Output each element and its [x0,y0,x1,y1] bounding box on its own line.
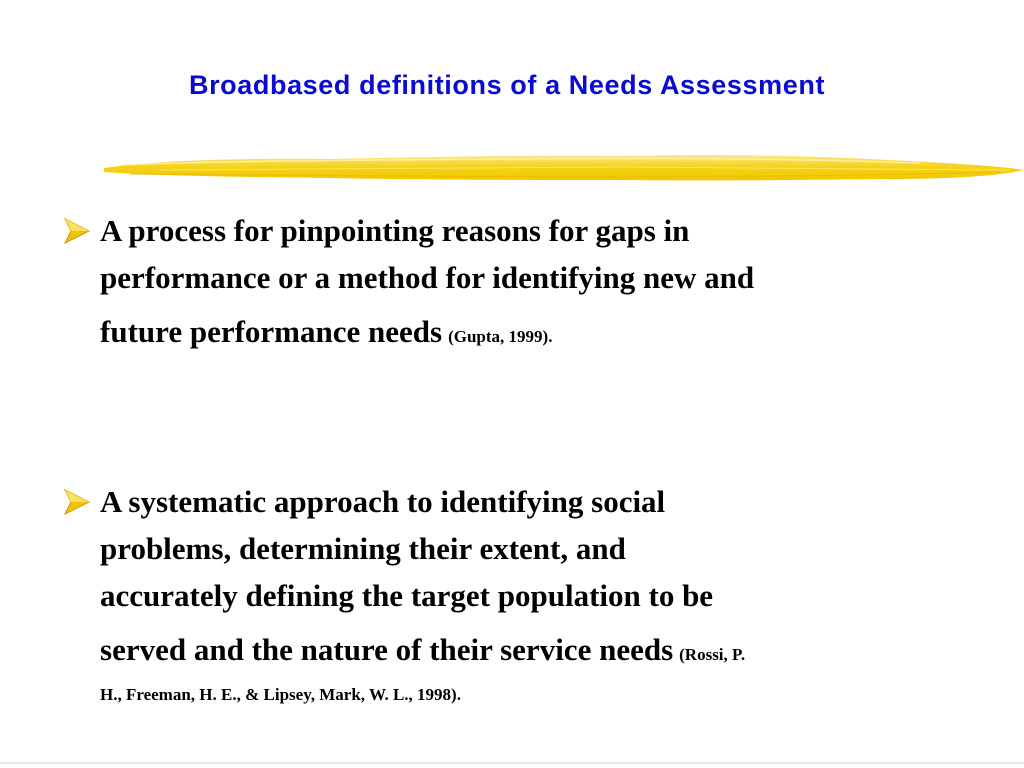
footer-divider [0,762,1024,764]
arrow-bullet-icon [62,488,92,516]
slide-title: Broadbased definitions of a Needs Assessment [188,70,826,100]
bullet-line-with-citation [100,303,960,366]
citation-end: H., Freeman, H. E., & Lipsey, Mark, W. L., 1998). [100,685,461,704]
bullet-line-with-citation [100,621,960,684]
bullet-text [100,207,960,366]
bullet-line: A systematic approach to identifying social [100,484,666,519]
citation: (Gupta, 1999). [448,327,553,346]
bullet-line: A process for pinpointing reasons for gaps in [100,213,690,248]
bullet-line: problems, determining their extent, and [100,531,626,566]
bullet-text [100,478,960,706]
arrow-bullet-icon [62,217,92,245]
bullet-line: accurately defining the target population to be [100,578,714,613]
bullet-line: performance or a method for identifying new and [100,260,755,295]
bullet-line: served and the nature of their service needs [100,632,674,667]
bullet-line: future performance needs [100,314,443,349]
citation-start: (Rossi, P. [679,645,746,664]
yellow-brush-stroke-divider [100,146,1024,188]
